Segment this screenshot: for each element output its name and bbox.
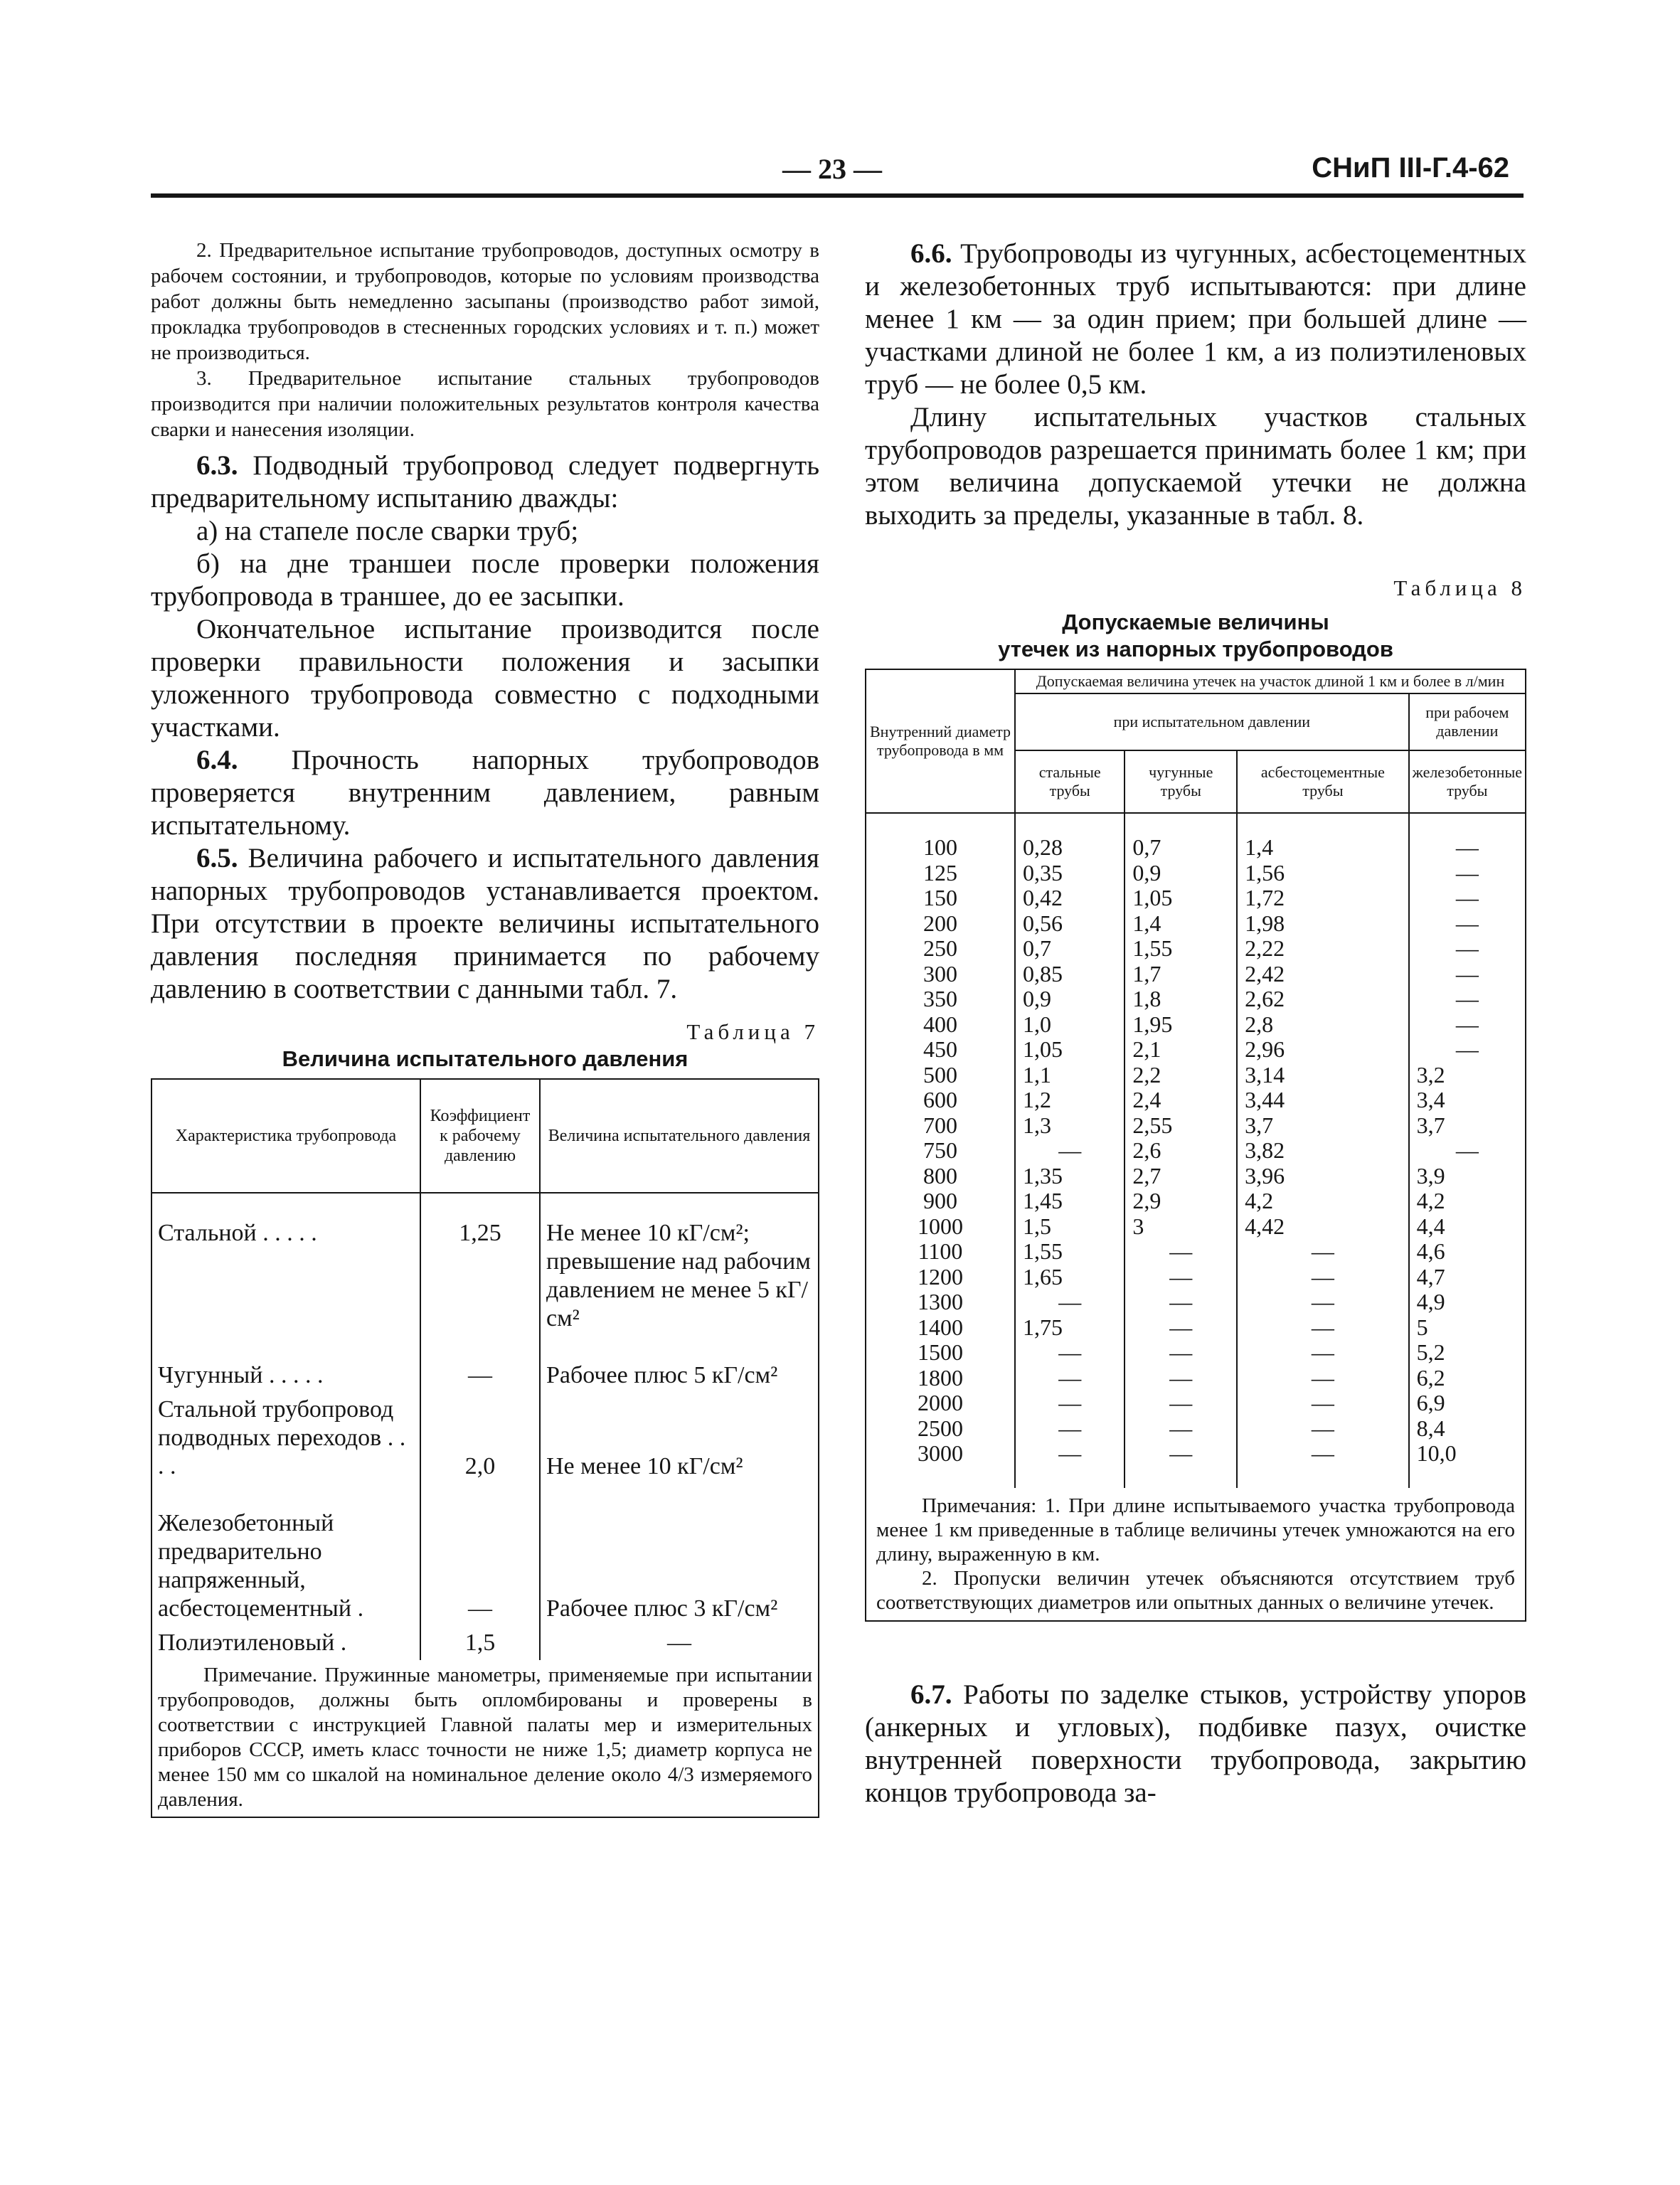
table-8-header: стальные трубы (1015, 750, 1125, 813)
para-number: 6.3. (196, 450, 238, 481)
table-cell: 4,7 (1409, 1265, 1526, 1290)
table-cell: 5 (1409, 1315, 1526, 1341)
table-cell: — (1409, 861, 1526, 886)
table-cell: — (1409, 1138, 1526, 1164)
table-8-note: Примечания: 1. При длине испытываемого участка трубопровода менее 1 км приведенные в таблице величины утечек умножаются на его длину, выраженную в км. (876, 1494, 1515, 1565)
table-cell: 4,9 (1409, 1290, 1526, 1315)
table-cell: — (1409, 936, 1526, 962)
table-cell: 2,7 (1125, 1164, 1237, 1189)
table-cell: — (1237, 1239, 1409, 1265)
table-cell: 1,05 (1015, 1037, 1125, 1063)
para-number: 6.4. (196, 745, 238, 775)
table-cell: 2,6 (1125, 1138, 1237, 1164)
para-6-4 (151, 744, 819, 842)
table-cell: — (1015, 1416, 1125, 1442)
table-row (866, 1214, 1526, 1240)
table-cell: 0,9 (1125, 861, 1237, 886)
table-cell: 3,2 (1409, 1063, 1526, 1088)
table-8-note: 2. Пропуски величин утечек объясняются отсутствием труб соответствующих диаметров или опытных данных о величине утечек. (876, 1566, 1515, 1614)
table-cell: — (1237, 1391, 1409, 1416)
table-cell: 1,95 (1125, 1012, 1237, 1038)
table-cell: 3,7 (1409, 1113, 1526, 1139)
table-cell: 4,2 (1237, 1189, 1409, 1214)
table-row (151, 1626, 819, 1660)
table-cell: 4,42 (1237, 1214, 1409, 1240)
table-row (151, 1216, 819, 1336)
table-cell: 500 (866, 1063, 1015, 1088)
table-8-header: Допускаемая величина утечек на участок длиной 1 км и более в л/мин (1015, 669, 1526, 693)
table-cell: 3,82 (1237, 1138, 1409, 1164)
table-cell: Не менее 10 кГ/см²; превышение над рабочим давлением не менее 5 кГ/см² (540, 1216, 819, 1336)
table-cell: — (1237, 1315, 1409, 1341)
para-number: 6.6. (910, 238, 952, 269)
table-cell: 8,4 (1409, 1416, 1526, 1442)
table-cell: 1,25 (420, 1216, 540, 1336)
table-7-header: Величина испытательного давления (540, 1079, 819, 1193)
table-cell: 10,0 (1409, 1441, 1526, 1467)
table-cell: — (1409, 1012, 1526, 1038)
table-cell: 450 (866, 1037, 1015, 1063)
right-column (865, 238, 1526, 1809)
table-cell: 1,05 (1125, 886, 1237, 911)
table-cell: 2,1 (1125, 1037, 1237, 1063)
table-row (866, 886, 1526, 911)
table-cell: 2,55 (1125, 1113, 1237, 1139)
table-cell: 2500 (866, 1416, 1015, 1442)
table-cell: 600 (866, 1088, 1015, 1113)
table-cell: 1000 (866, 1214, 1015, 1240)
table-7-header: Характеристика трубопровода (151, 1079, 420, 1193)
table-8-header: при испытательном давлении (1015, 693, 1409, 750)
table-cell: — (1015, 1290, 1125, 1315)
table-cell: 4,6 (1409, 1239, 1526, 1265)
table-cell: — (1015, 1391, 1125, 1416)
table-cell: 1500 (866, 1340, 1015, 1366)
table-cell: — (1125, 1441, 1237, 1467)
table-cell: 0,28 (1015, 835, 1125, 861)
table-cell: — (1409, 911, 1526, 937)
table-cell: — (1409, 962, 1526, 987)
table-cell: 1,2 (1015, 1088, 1125, 1113)
document-code: СНиП III-Г.4-62 (1312, 152, 1509, 184)
table-cell: 1,35 (1015, 1164, 1125, 1189)
note-3: 3. Предварительное испытание стальных трубопроводов производится при наличии положительных результатов контроля качества сварки и нанесения изоляции. (151, 367, 819, 441)
table-cell: Не менее 10 кГ/см² (540, 1393, 819, 1484)
left-column (151, 238, 819, 1818)
table-cell: 700 (866, 1113, 1015, 1139)
table-cell: 1,98 (1237, 911, 1409, 937)
table-8-notes (865, 1488, 1526, 1622)
table-cell: Полиэтиленовый . (151, 1626, 420, 1660)
table-row (866, 1315, 1526, 1341)
table-cell: 0,7 (1125, 835, 1237, 861)
table-row (866, 1366, 1526, 1391)
table-cell: — (1015, 1441, 1125, 1467)
table-8-header: железобетонные трубы (1409, 750, 1526, 813)
table-cell: — (1015, 1340, 1125, 1366)
table-cell: — (1125, 1239, 1237, 1265)
table-cell: 1,75 (1015, 1315, 1125, 1341)
table-cell: 100 (866, 835, 1015, 861)
table-row (866, 1088, 1526, 1113)
table-cell: — (420, 1359, 540, 1393)
table-cell: — (1237, 1366, 1409, 1391)
table-row (866, 1416, 1526, 1442)
para-text: Прочность напорных трубопроводов проверяется внутренним давлением, равным испытательному. (151, 745, 819, 841)
table-row (866, 936, 1526, 962)
table-cell: — (1015, 1366, 1125, 1391)
para-6-7 (865, 1679, 1526, 1809)
table-cell: 2,8 (1237, 1012, 1409, 1038)
table-7-title: Величина испытательного давления (282, 1046, 689, 1071)
table-cell: 1,56 (1237, 861, 1409, 886)
table-cell: 1,65 (1015, 1265, 1125, 1290)
table-cell: — (1409, 1037, 1526, 1063)
table-cell: — (1409, 987, 1526, 1012)
table-cell: 2,42 (1237, 962, 1409, 987)
table-row (866, 1012, 1526, 1038)
para-text: Трубопроводы из чугунных, асбестоцементных и железобетонных труб испытываются: при длине менее 1 км — за один прием; при большей длине — участками длиной не более 1 км, а из полиэтиленовых труб — не более 0,5 км. (865, 238, 1526, 400)
table-row (866, 1037, 1526, 1063)
table-cell: 2,96 (1237, 1037, 1409, 1063)
table-cell: — (1237, 1265, 1409, 1290)
table-cell: — (1125, 1416, 1237, 1442)
table-cell: 2,22 (1237, 936, 1409, 962)
table-7 (151, 1078, 819, 1818)
table-cell: — (1125, 1366, 1237, 1391)
table-row (866, 962, 1526, 987)
table-cell: — (1125, 1315, 1237, 1341)
table-cell: — (1237, 1340, 1409, 1366)
table-cell: 1800 (866, 1366, 1015, 1391)
table-cell: — (1237, 1441, 1409, 1467)
table-cell: 900 (866, 1189, 1015, 1214)
table-cell: — (1409, 886, 1526, 911)
table-cell: 1,7 (1125, 962, 1237, 987)
table-cell: 0,35 (1015, 861, 1125, 886)
table-cell: 250 (866, 936, 1015, 962)
table-8-header: Внутренний диаметр трубопровода в мм (866, 669, 1015, 813)
table-7-note: Примечание. Пружинные манометры, применяемые при испытании трубопроводов, должны быть опломбированы и проверены в соответствии с инструкцией Главной палаты мер и измерительных приборов СССР, иметь класс точности не ниже 1,5; диаметр корпуса не менее 150 мм со шкалой на номинальное деление около 4/3 измеряемого давления. (158, 1664, 812, 1811)
table-cell: — (1409, 835, 1526, 861)
para-number: 6.7. (910, 1679, 952, 1710)
table-cell: 1,1 (1015, 1063, 1125, 1088)
table-cell: 150 (866, 886, 1015, 911)
table-7-header: Коэффициент к рабочему давлению (420, 1079, 540, 1193)
table-8-title: утечек из напорных трубопроводов (998, 637, 1393, 661)
table-cell: 1,55 (1015, 1239, 1125, 1265)
para-6-6 (865, 238, 1526, 401)
table-row (866, 835, 1526, 861)
table-8-title: Допускаемые величины (1062, 610, 1329, 634)
table-cell: 5,2 (1409, 1340, 1526, 1366)
table-row (866, 1290, 1526, 1315)
para-6-3-a: а) на стапеле после сварки труб; (196, 516, 579, 546)
table-cell: 1300 (866, 1290, 1015, 1315)
table-cell: 300 (866, 962, 1015, 987)
table-cell: 6,2 (1409, 1366, 1526, 1391)
table-row (866, 987, 1526, 1012)
table-row (866, 1138, 1526, 1164)
table-cell: 6,9 (1409, 1391, 1526, 1416)
table-cell: — (1237, 1290, 1409, 1315)
table-cell: — (1125, 1290, 1237, 1315)
table-cell: 2,2 (1125, 1063, 1237, 1088)
table-cell: — (1125, 1265, 1237, 1290)
table-cell: 3,9 (1409, 1164, 1526, 1189)
table-row (866, 1340, 1526, 1366)
table-cell: 1,45 (1015, 1189, 1125, 1214)
table-row (866, 1441, 1526, 1467)
table-row (151, 1359, 819, 1393)
para-6-3 (151, 450, 819, 515)
table-cell: 0,42 (1015, 886, 1125, 911)
table-cell: 2,0 (420, 1393, 540, 1484)
table-cell: 3000 (866, 1441, 1015, 1467)
para-6-5 (151, 842, 819, 1006)
table-cell: 400 (866, 1012, 1015, 1038)
table-cell: Стальной . . . . . (151, 1216, 420, 1336)
table-row (866, 1239, 1526, 1265)
table-cell: 1,0 (1015, 1012, 1125, 1038)
para-6-6-2: Длину испытательных участков стальных трубопроводов разрешается принимать более 1 км; при этом величина допускаемой утечки не должна выходить за пределы, указанные в табл. 8. (865, 402, 1526, 531)
table-cell: 3,7 (1237, 1113, 1409, 1139)
table-cell: — (540, 1626, 819, 1660)
table-row (866, 1113, 1526, 1139)
table-cell: 1,3 (1015, 1113, 1125, 1139)
table-cell: Рабочее плюс 3 кГ/см² (540, 1506, 819, 1626)
table-cell: 750 (866, 1138, 1015, 1164)
table-cell: 4,4 (1409, 1214, 1526, 1240)
table-cell: 0,7 (1015, 936, 1125, 962)
table-cell: Железобетонный предварительно напряженный, асбестоцементный . (151, 1506, 420, 1626)
table-row (866, 1265, 1526, 1290)
table-cell: 0,9 (1015, 987, 1125, 1012)
table-row (866, 911, 1526, 937)
table-8-header: асбестоцементные трубы (1237, 750, 1409, 813)
table-cell: 2000 (866, 1391, 1015, 1416)
table-cell: 3,4 (1409, 1088, 1526, 1113)
note-2: 2. Предварительное испытание трубопроводов, доступных осмотру в рабочем состоянии, и трубопроводов, которые по условиям производства работ должны быть немедленно засыпаны (производство работ зимой, прокладка трубопроводов в стесненных городских условиях и т. п.) может не производиться. (151, 239, 819, 364)
table-cell: 800 (866, 1164, 1015, 1189)
table-cell: Чугунный . . . . . (151, 1359, 420, 1393)
table-row (151, 1393, 819, 1484)
table-cell: 2,9 (1125, 1189, 1237, 1214)
table-row (866, 1391, 1526, 1416)
table-7-label: Таблица 7 (686, 1019, 819, 1044)
table-cell: 2,62 (1237, 987, 1409, 1012)
table-cell: 1,5 (420, 1626, 540, 1660)
table-cell: 1,5 (1015, 1214, 1125, 1240)
para-number: 6.5. (196, 843, 238, 873)
table-8-header: при рабочем давлении (1409, 693, 1526, 750)
table-cell: 0,85 (1015, 962, 1125, 987)
table-cell: 200 (866, 911, 1015, 937)
table-cell: 0,56 (1015, 911, 1125, 937)
table-cell: 1400 (866, 1315, 1015, 1341)
table-cell: Рабочее плюс 5 кГ/см² (540, 1359, 819, 1393)
table-cell: Стальной трубопровод подводных переходов . . . . (151, 1393, 420, 1484)
table-cell: — (420, 1506, 540, 1626)
para-6-3-b: б) на дне траншеи после проверки положения трубопровода в траншее, до ее засыпки. (151, 548, 819, 612)
table-8-header: чугунные трубы (1125, 750, 1237, 813)
table-cell: 3,14 (1237, 1063, 1409, 1088)
table-cell: 1,72 (1237, 886, 1409, 911)
table-cell: 3 (1125, 1214, 1237, 1240)
table-cell: 3,44 (1237, 1088, 1409, 1113)
table-row (866, 861, 1526, 886)
table-cell: 2,4 (1125, 1088, 1237, 1113)
table-cell: 4,2 (1409, 1189, 1526, 1214)
table-8-label: Таблица 8 (1393, 575, 1526, 600)
header-rule (151, 193, 1524, 198)
table-cell: 350 (866, 987, 1015, 1012)
table-cell: — (1015, 1138, 1125, 1164)
table-row (866, 1189, 1526, 1214)
para-6-3-final: Окончательное испытание производится после проверки правильности положения и засыпки уложенного трубопровода совместно с подходными участками. (151, 614, 819, 743)
table-row (866, 1063, 1526, 1088)
table-cell: 1200 (866, 1265, 1015, 1290)
table-cell: 1,4 (1237, 835, 1409, 861)
table-cell: 1,4 (1125, 911, 1237, 937)
table-cell: — (1125, 1340, 1237, 1366)
table-cell: — (1237, 1416, 1409, 1442)
para-text: Работы по заделке стыков, устройству упоров (анкерных и угловых), подбивке пазух, очистке внутренней поверхности трубопровода, закрытию концов трубопровода за- (865, 1679, 1526, 1808)
table-cell: 1100 (866, 1239, 1015, 1265)
table-cell: 125 (866, 861, 1015, 886)
para-text: Подводный трубопровод следует подвергнуть предварительному испытанию дважды: (151, 450, 819, 514)
table-8 (865, 669, 1526, 1488)
table-cell: — (1125, 1391, 1237, 1416)
page-number: — 23 — (782, 153, 882, 185)
table-cell: 1,8 (1125, 987, 1237, 1012)
table-cell: 1,55 (1125, 936, 1237, 962)
table-row (866, 1164, 1526, 1189)
table-row (151, 1506, 819, 1626)
table-cell: 3,96 (1237, 1164, 1409, 1189)
para-text: Величина рабочего и испытательного давления напорных трубопроводов устанавливается проектом. При отсутствии в проекте величины испытательного давления последняя принимается по рабочему давлению в соответствии с данными табл. 7. (151, 843, 819, 1004)
